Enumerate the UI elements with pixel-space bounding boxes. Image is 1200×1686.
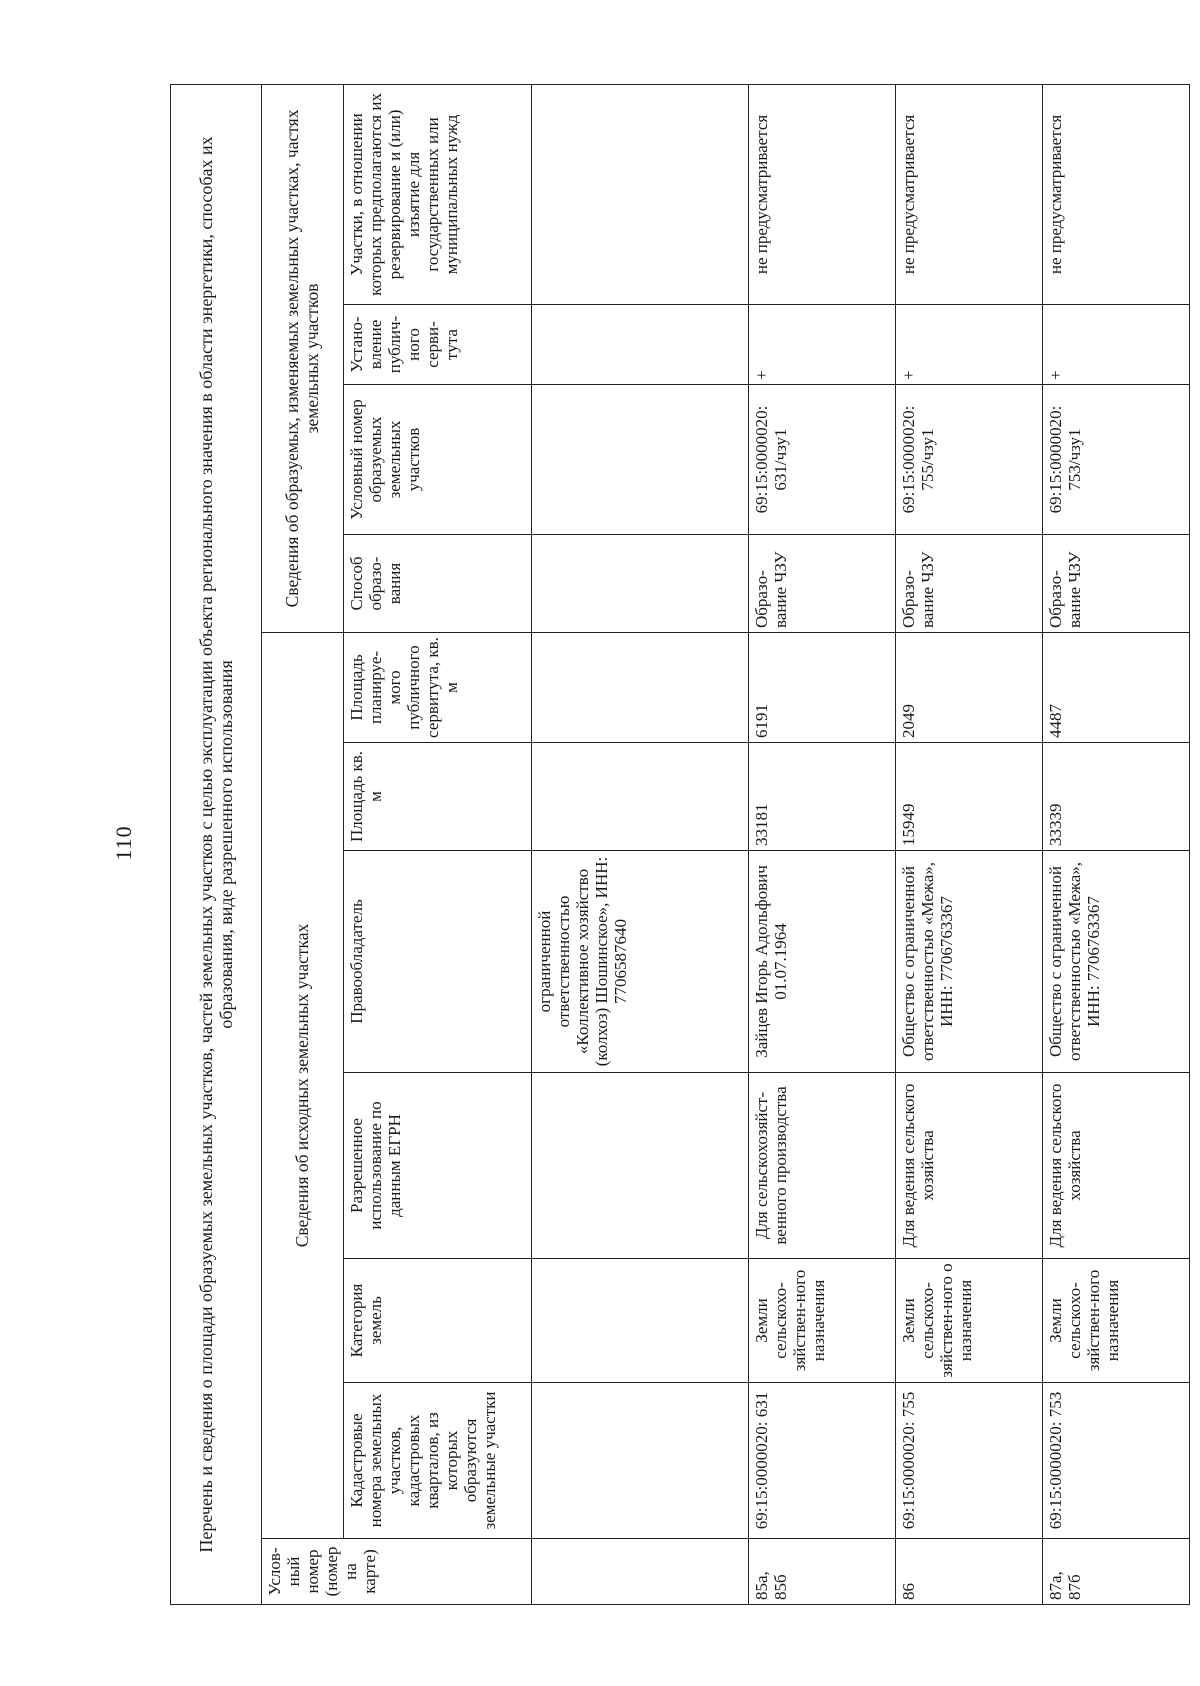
cell-owner: Общество с ограниченной ответственностью «Межа», ИНН: 7706763367	[1043, 851, 1190, 1073]
cell-category: Земли сельскохо-зяйствен-ного о назначения	[896, 1259, 1043, 1383]
group-header-row	[262, 84, 344, 1604]
group-formed: Сведения об образуемых, изменяемых земельных участках, частях земельных участков	[262, 84, 344, 632]
cell-category: Земли сельскохо-зяйствен-ного назначения	[749, 1259, 896, 1383]
header-permitted: Разрешенное использование по данным ЕГРН	[344, 1073, 532, 1259]
rotated-table-container	[170, 85, 1190, 1605]
header-reserve: Участки, в отношении которых предполагаются их резервирование и (или) изъятие для государственных или муниципальных нужд	[344, 84, 532, 304]
header-num: Услов-ный номер (номер на карте)	[262, 1539, 532, 1605]
cell-cond-number: 69:15:0000020: 631/чзу1	[749, 385, 896, 535]
cell-method: Образо-вание ЧЗУ	[1043, 535, 1190, 633]
cell-permitted: Для ведения сельского хозяйства	[896, 1073, 1043, 1259]
cell-owner: Общество с ограниченной ответственностью «Межа», ИНН: 7706763367	[896, 851, 1043, 1073]
cell-reserve: не предусматривается	[896, 84, 1043, 304]
cell-cadastral: 69:15:0000020: 753	[1043, 1383, 1190, 1539]
cell-cadastral: 69:15:0000020: 755	[896, 1383, 1043, 1539]
cell-reserve: не предусматривается	[749, 84, 896, 304]
header-establish: Устано-вление публич-ного серви-тута	[344, 305, 532, 385]
header-category: Категория земель	[344, 1259, 532, 1383]
cell-cond-number: 69:15:0000020: 753/чзу1	[1043, 385, 1190, 535]
cell-area: 33339	[1043, 743, 1190, 851]
group-source: Сведения об исходных земельных участках	[262, 633, 344, 1539]
cell-servitude-area: 4487	[1043, 633, 1190, 743]
cell-area: 33181	[749, 743, 896, 851]
cell-establish: +	[749, 305, 896, 385]
header-owner: Правообладатель	[344, 851, 532, 1073]
cell-cadastral: 69:15:0000020: 631	[749, 1383, 896, 1539]
land-plots-table	[170, 84, 1190, 1605]
table-row	[1043, 84, 1190, 1604]
header-method: Способ образо-вания	[344, 535, 532, 633]
cell-num: 86	[896, 1539, 1043, 1605]
cell-num: 85а, 85б	[749, 1539, 896, 1605]
continuation-row	[532, 84, 749, 1604]
cell-method: Образо-вание ЧЗУ	[896, 535, 1043, 633]
cell-owner: Зайцев Игорь Адольфович 01.07.1964	[749, 851, 896, 1073]
cell-num: 87а, 87б	[1043, 1539, 1190, 1605]
cell-permitted: Для сельскохозяйст-венного производства	[749, 1073, 896, 1259]
header-cond-number: Условный номер образуемых земельных участков	[344, 385, 532, 535]
page-number: 110	[111, 825, 136, 861]
cell-cond-number: 69:15:0000020: 755/чзу1	[896, 385, 1043, 535]
table-row	[896, 84, 1043, 1604]
cell-permitted: Для ведения сельского хозяйства	[1043, 1073, 1190, 1259]
header-area: Площадь кв. м	[344, 743, 532, 851]
cell-area: 15949	[896, 743, 1043, 851]
cell-reserve: не предусматривается	[1043, 84, 1190, 304]
table-caption: Перечень и сведения о площади образуемых земельных участков, частей земельных участков с целью эксплуатации объекта регионального значения в области энергетики, способах их образования, виде разрешенного использования	[171, 84, 262, 1604]
column-header-row	[344, 84, 532, 1604]
cell-establish: +	[1043, 305, 1190, 385]
cell-servitude-area: 2049	[896, 633, 1043, 743]
cell-method: Образо-вание ЧЗУ	[749, 535, 896, 633]
header-servitude-area: Площадь планируе-мого публичного сервитута, кв. м	[344, 633, 532, 743]
header-cadastral: Кадастровые номера земельных участков, кадастровых кварталов, из которых образуются земельные участки	[344, 1383, 532, 1539]
continuation-owner: ограниченной ответственностью «Коллективное хозяйство (колхоз) Шошинское», ИНН: 7706587640	[532, 851, 749, 1073]
cell-establish: +	[896, 305, 1043, 385]
caption-row	[171, 84, 262, 1604]
table-row	[749, 84, 896, 1604]
cell-category: Земли сельскохо-зяйствен-ного назначения	[1043, 1259, 1190, 1383]
cell-servitude-area: 6191	[749, 633, 896, 743]
